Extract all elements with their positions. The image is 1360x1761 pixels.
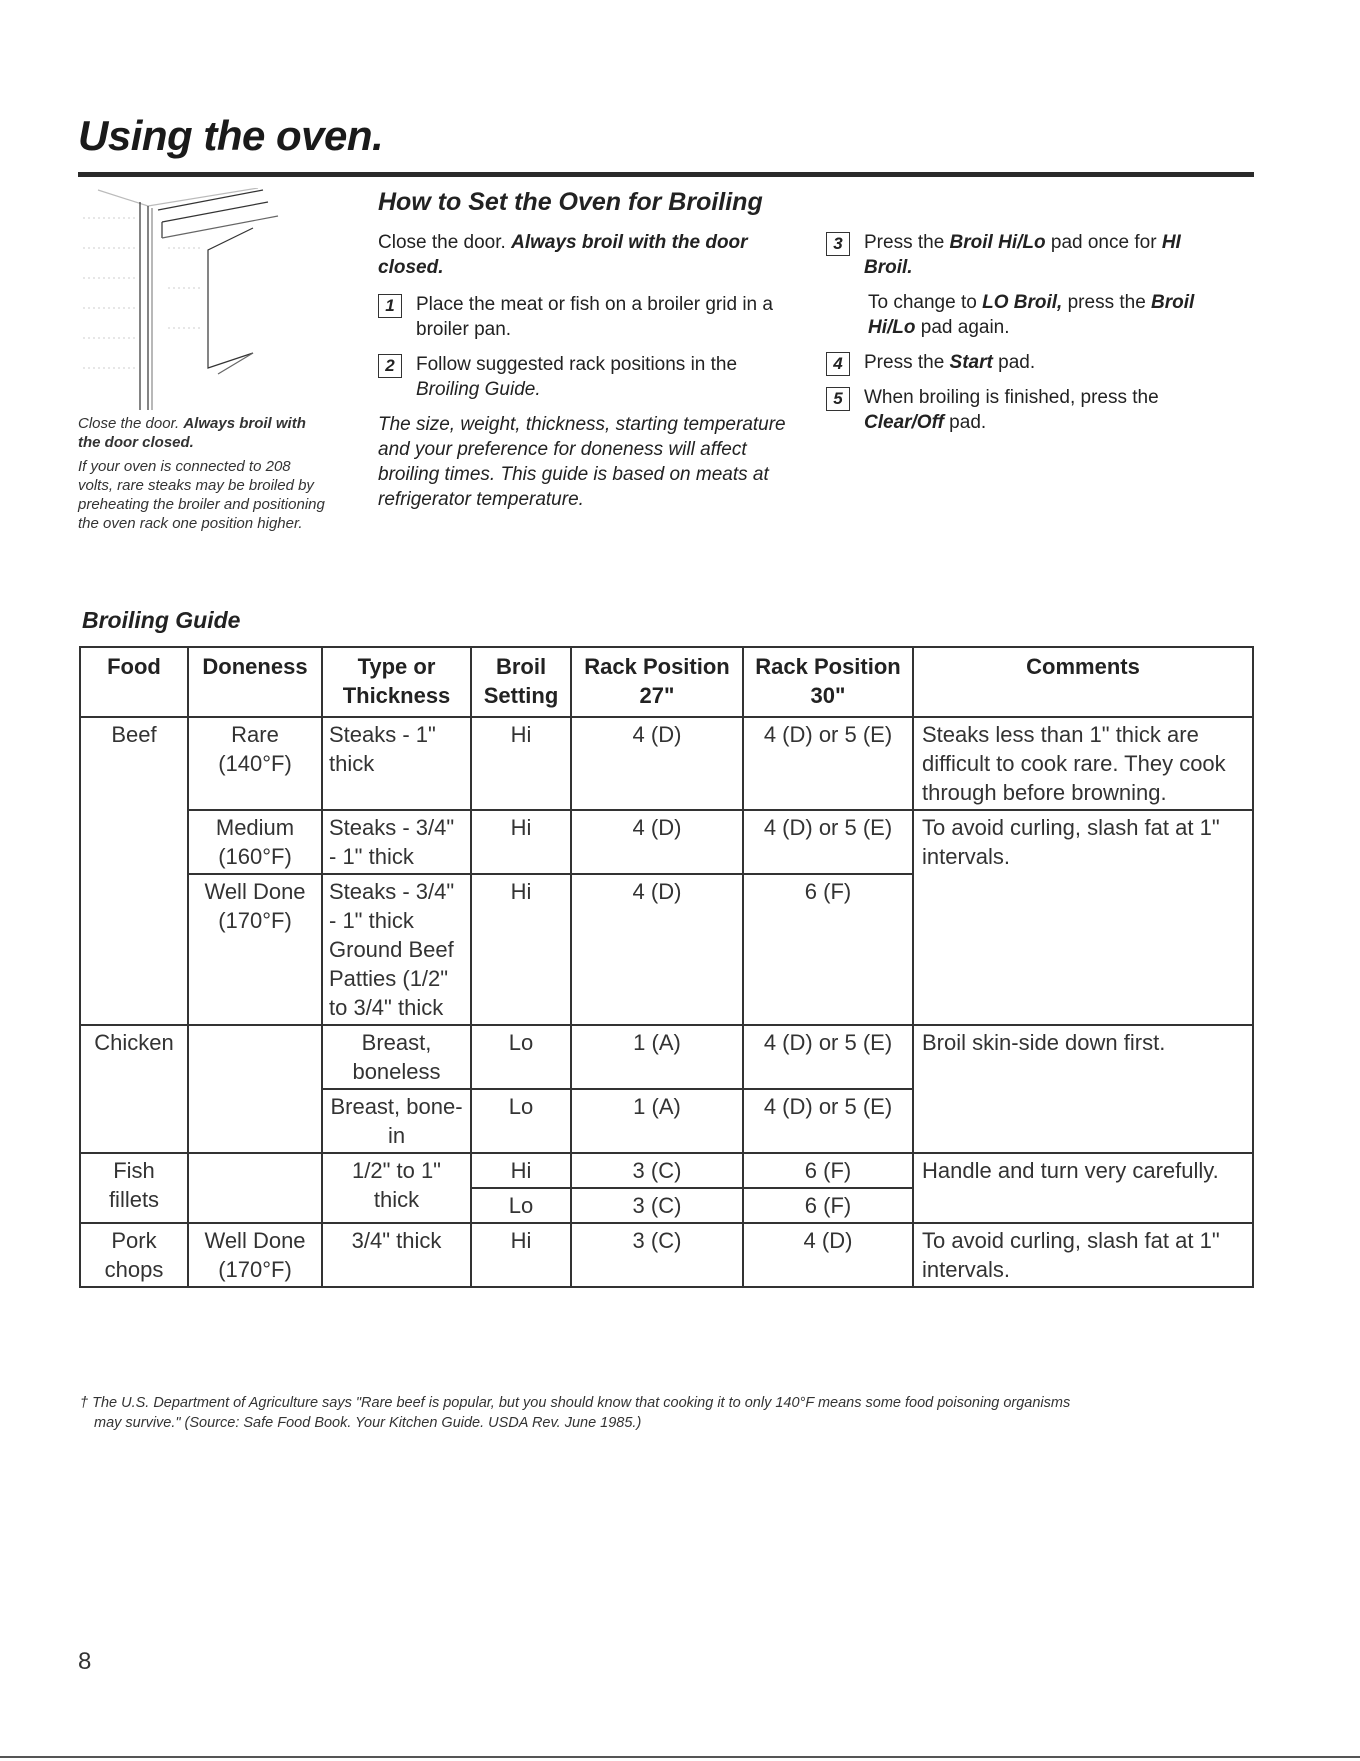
cell-rack-27: 1 (A) xyxy=(571,1089,743,1153)
header-comments: Comments xyxy=(913,647,1253,717)
intro-bold: Always broil with the door closed. xyxy=(378,232,748,278)
cell-setting: Lo xyxy=(471,1188,571,1223)
cell-type: 1/2" to 1" thick xyxy=(322,1153,471,1223)
step-2-guide-ref: Broiling Guide. xyxy=(416,379,541,400)
cell-rack-30: 4 (D) xyxy=(743,1223,913,1287)
cell-comment: To avoid curling, slash fat at 1" intervals. xyxy=(913,810,1253,1025)
table-header-row xyxy=(80,647,1253,717)
cell-rack-30: 4 (D) or 5 (E) xyxy=(743,1089,913,1153)
cell-food-fish: Fish fillets xyxy=(80,1153,188,1223)
instructions-column-1 xyxy=(378,230,798,524)
cell-rack-30: 6 (F) xyxy=(743,1188,913,1223)
page-title: Using the oven. xyxy=(78,112,384,159)
cell-doneness-empty xyxy=(188,1025,322,1153)
cell-rack-27: 4 (D) xyxy=(571,717,743,810)
table-row xyxy=(80,1025,1253,1089)
cell-setting: Hi xyxy=(471,1223,571,1287)
footnote xyxy=(80,1393,1260,1433)
caption-bold: Always broil with the door closed. xyxy=(78,415,306,451)
header-rack30-line2: 30" xyxy=(810,683,846,708)
step-3-number: 3 xyxy=(826,232,850,256)
cell-rack-30: 4 (D) or 5 (E) xyxy=(743,717,913,810)
how-to-title: How to Set the Oven for Broiling xyxy=(378,188,763,216)
broiling-guide-table xyxy=(79,646,1254,1288)
cell-doneness: Well Done (170°F) xyxy=(188,1223,322,1287)
page-number: 8 xyxy=(78,1648,92,1675)
oven-door-illustration xyxy=(78,188,328,410)
step-1-number: 1 xyxy=(378,294,402,318)
cell-food-chicken: Chicken xyxy=(80,1025,188,1153)
cell-rack-27: 1 (A) xyxy=(571,1025,743,1089)
header-rack-30 xyxy=(743,647,913,717)
header-rack27-line2: 27" xyxy=(639,683,675,708)
title-rule xyxy=(78,172,1254,177)
cell-setting: Lo xyxy=(471,1025,571,1089)
cell-rack-27: 4 (D) xyxy=(571,874,743,1025)
cell-setting: Hi xyxy=(471,810,571,874)
step-1-text: Place the meat or fish on a broiler grid in a broiler pan. xyxy=(416,294,773,340)
header-rack27-line1: Rack Position xyxy=(584,654,730,679)
step-4-text-c: pad. xyxy=(992,352,1036,373)
change-pad: Broil Hi/Lo xyxy=(868,292,1195,338)
header-broil-line1: Broil xyxy=(495,654,547,679)
cell-rack-27: 4 (D) xyxy=(571,810,743,874)
step-5-number: 5 xyxy=(826,387,850,411)
change-instruction xyxy=(826,290,1206,340)
cell-doneness-empty xyxy=(188,1153,322,1223)
change-text-a: To change to xyxy=(868,292,983,313)
step-3-text-a: Press the xyxy=(864,232,950,253)
table-row xyxy=(80,810,1253,874)
header-broil-setting xyxy=(471,647,571,717)
cell-setting: Hi xyxy=(471,1153,571,1188)
header-broil-line2: Setting xyxy=(483,683,559,708)
cell-doneness: Well Done (170°F) xyxy=(188,874,322,1025)
instructions-column-2 xyxy=(826,230,1206,445)
cell-rack-30: 6 (F) xyxy=(743,1153,913,1188)
header-rack-27 xyxy=(571,647,743,717)
illustration-caption xyxy=(78,414,328,538)
cell-type: Steaks - 1" thick xyxy=(322,717,471,810)
step-3 xyxy=(826,230,1206,280)
step-1 xyxy=(378,292,798,342)
step-4-number: 4 xyxy=(826,352,850,376)
cell-rack-27: 3 (C) xyxy=(571,1223,743,1287)
cell-setting: Lo xyxy=(471,1089,571,1153)
step-5-text-a: When broiling is finished, press the xyxy=(864,387,1159,408)
header-rack30-line1: Rack Position xyxy=(755,654,901,679)
step-4-text-a: Press the xyxy=(864,352,950,373)
step-5-pad: Clear/Off xyxy=(864,412,944,433)
cell-comment: Steaks less than 1" thick are difficult to cook rare. They cook through before browning. xyxy=(913,717,1253,810)
cell-food-beef: Beef xyxy=(80,717,188,1025)
cell-rack-27: 3 (C) xyxy=(571,1188,743,1223)
timing-note: The size, weight, thickness, starting temperature and your preference for doneness will affect broiling times. This guide is based on meats at refrigerator temperature. xyxy=(378,414,786,510)
cell-doneness: Rare (140°F) xyxy=(188,717,322,810)
cell-rack-30: 6 (F) xyxy=(743,874,913,1025)
cell-type: Breast, boneless xyxy=(322,1025,471,1089)
change-text-e: pad again. xyxy=(915,317,1010,338)
cell-type: Breast, bone-in xyxy=(322,1089,471,1153)
header-type xyxy=(322,647,471,717)
header-type-line2: Thickness xyxy=(342,683,451,708)
step-4-pad: Start xyxy=(949,352,993,373)
footnote-line-1: † The U.S. Department of Agriculture says "Rare beef is popular, but you should know that cooking it to only 140°F means some food poisoning organisms xyxy=(80,1395,1071,1411)
cell-food-pork: Pork chops xyxy=(80,1223,188,1287)
step-5 xyxy=(826,385,1206,435)
cell-comment: To avoid curling, slash fat at 1" intervals. xyxy=(913,1223,1253,1287)
caption-note: If your oven is connected to 208 volts, rare steaks may be broiled by preheating the broiler and positioning the oven rack one position higher. xyxy=(78,458,325,532)
step-3-text-c: pad once for xyxy=(1045,232,1162,253)
bottom-edge-line xyxy=(0,1756,1360,1758)
cell-rack-27: 3 (C) xyxy=(571,1153,743,1188)
cell-comment: Broil skin-side down first. xyxy=(913,1025,1253,1153)
cell-rack-30: 4 (D) or 5 (E) xyxy=(743,1025,913,1089)
header-food: Food xyxy=(80,647,188,717)
step-3-pad: Broil Hi/Lo xyxy=(949,232,1046,253)
step-2 xyxy=(378,352,798,402)
header-type-line1: Type or xyxy=(357,654,436,679)
cell-setting: Hi xyxy=(471,717,571,810)
step-2-text: Follow suggested rack positions in the xyxy=(416,354,738,375)
caption-prefix: Close the door. xyxy=(78,415,184,432)
table-row xyxy=(80,1153,1253,1188)
cell-rack-30: 4 (D) or 5 (E) xyxy=(743,810,913,874)
intro-paragraph xyxy=(378,230,798,280)
intro-plain: Close the door. xyxy=(378,232,512,253)
cell-setting: Hi xyxy=(471,874,571,1025)
header-doneness: Doneness xyxy=(188,647,322,717)
change-text-c: press the xyxy=(1062,292,1152,313)
step-2-number: 2 xyxy=(378,354,402,378)
cell-type: Steaks - 3/4" - 1" thick xyxy=(322,810,471,874)
cell-comment: Handle and turn very carefully. xyxy=(913,1153,1253,1223)
table-row xyxy=(80,717,1253,810)
footnote-line-2: may survive." (Source: Safe Food Book. Your Kitchen Guide. USDA Rev. June 1985.) xyxy=(94,1415,642,1431)
step-4 xyxy=(826,350,1206,375)
change-mode: LO Broil, xyxy=(982,292,1063,313)
cell-doneness: Medium (160°F) xyxy=(188,810,322,874)
table-row xyxy=(80,1223,1253,1287)
cell-type: Steaks - 3/4" - 1" thick Ground Beef Patties (1/2" to 3/4" thick xyxy=(322,874,471,1025)
step-3-mode: HI Broil. xyxy=(864,232,1181,278)
broiling-guide-title: Broiling Guide xyxy=(82,607,241,633)
step-5-text-c: pad. xyxy=(943,412,987,433)
cell-type: 3/4" thick xyxy=(322,1223,471,1287)
